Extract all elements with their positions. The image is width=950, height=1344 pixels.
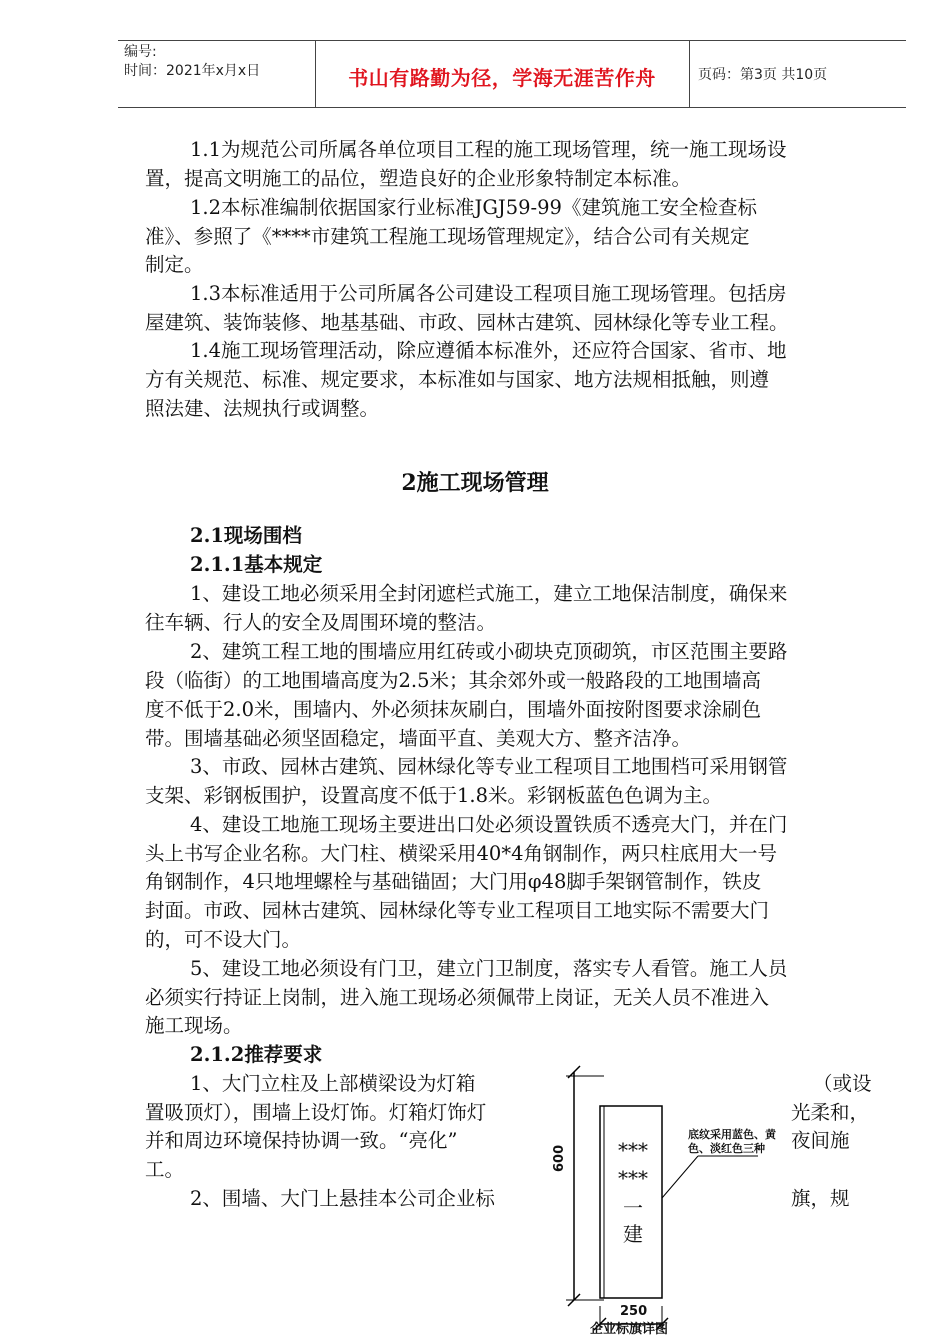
paragraph-line: 带。围墙基础必须坚固稳定，墙面平直、美观大方、整齐洁净。 [145,727,692,750]
header-divider [689,40,690,108]
figure-caption: 企业标旗详图 [590,1322,669,1337]
paragraph-line: 1.4施工现场管理活动，除应遵循本标准外，还应符合国家、省市、地 [190,339,787,362]
flag-text: *** [618,1166,648,1190]
paragraph-line: 并和周边环境保持协调一致。“亮化” [145,1129,458,1152]
header-bottom-rule [118,107,906,108]
header-number-label: 编号: [124,44,157,60]
subsection-heading: 2.1.2推荐要求 [190,1043,323,1066]
flag-color-note: 底纹采用蓝色、黄色、淡红色三种 [688,1128,776,1155]
header-top-rule [118,40,906,41]
header-motto: 书山有路勤为径，学海无涯苦作舟 [348,66,656,90]
paragraph-line: 4、建设工地施工现场主要进出口处必须设置铁质不透亮大门，并在门 [190,813,788,836]
paragraph-line: 置吸顶灯），围墙上设灯饰。灯箱灯饰灯 [145,1101,487,1124]
paragraph-line: 2、围墙、大门上悬挂本公司企业标 [190,1187,495,1210]
paragraph-line: 屋建筑、装饰装修、地基基础、市政、园林古建筑、园林绿化等专业工程。 [145,311,789,334]
paragraph-line: 头上书写企业名称。大门柱、横梁采用40*4角钢制作，两只柱底用大一号 [145,842,777,865]
flag-drawing [548,1068,768,1344]
width-dimension-label: 250 [620,1304,648,1319]
paragraph-line: 1、建设工地必须采用全封闭遮栏式施工，建立工地保洁制度，确保来 [190,582,788,605]
paragraph-line: 1.1为规范公司所属各单位项目工程的施工现场管理，统一施工现场设 [190,138,787,161]
paragraph-line: （或设 [813,1072,872,1095]
flag-detail-figure [548,1068,768,1344]
paragraph-line: 光柔和， [791,1101,870,1124]
paragraph-line: 照法建、法规执行或调整。 [145,397,380,420]
flag-text: 建 [623,1222,643,1246]
header-time-label: 时间：2021年x月x日 [124,63,261,79]
flag-text: *** [618,1138,648,1162]
paragraph-line: 2、建筑工程工地的围墙应用红砖或小砌块克顶砌筑，市区范围主要路 [190,640,788,663]
paragraph-line: 度不低于2.0米，围墙内、外必须抹灰刷白，围墙外面按附图要求涂刷色 [145,698,762,721]
paragraph-line: 工。 [145,1158,185,1181]
subsection-heading: 2.1现场围档 [190,524,302,547]
paragraph-line: 方有关规范、标准、规定要求，本标准如与国家、地方法规相抵触，则遵 [145,368,770,391]
paragraph-line: 1、大门立柱及上部横梁设为灯箱 [190,1072,476,1095]
subsection-heading: 2.1.1基本规定 [190,553,323,576]
header-page-info: 页码：第3页 共10页 [698,67,828,83]
paragraph-line: 的，可不设大门。 [145,928,302,951]
paragraph-line: 施工现场。 [145,1014,243,1037]
paragraph-line: 准》、参照了《****市建筑工程施工现场管理规定》，结合公司有关规定 [145,225,750,248]
paragraph-line: 1.2本标准编制依据国家行业标准JGJ59-99《建筑施工安全检查标 [190,196,757,219]
paragraph-line: 必须实行持证上岗制，进入施工现场必须佩带上岗证，无关人员不准进入 [145,986,770,1009]
page-header [118,40,906,108]
paragraph-line: 角钢制作，4只地埋螺栓与基础锚固；大门用φ48脚手架钢管制作，铁皮 [145,870,762,893]
paragraph-line: 段（临街）的工地围墙高度为2.5米；其余郊外或一般路段的工地围墙高 [145,669,762,692]
header-meta [124,43,260,81]
paragraph-line: 置，提高文明施工的品位，塑造良好的企业形象特制定本标准。 [145,167,692,190]
paragraph-line: 往车辆、行人的安全及周围环境的整洁。 [145,611,497,634]
paragraph-line: 支架、彩钢板围护，设置高度不低于1.8米。彩钢板蓝色色调为主。 [145,784,723,807]
paragraph-line: 封面。市政、园林古建筑、园林绿化等专业工程项目工地实际不需要大门 [145,899,770,922]
height-dimension-label: 600 [552,1144,567,1172]
paragraph-line: 3、市政、园林古建筑、园林绿化等专业工程项目工地围档可采用钢管 [190,755,788,778]
paragraph-line: 旗，规 [791,1187,850,1210]
section-heading: 2施工现场管理 [401,470,549,496]
paragraph-line: 制定。 [145,253,204,276]
leader-line [662,1156,698,1198]
paragraph-line: 夜间施 [791,1129,850,1152]
paragraph-line: 5、建设工地必须设有门卫，建立门卫制度，落实专人看管。施工人员 [190,957,788,980]
paragraph-line: 1.3本标准适用于公司所属各公司建设工程项目施工现场管理。包括房 [190,282,787,305]
flag-text: 一 [623,1196,643,1220]
